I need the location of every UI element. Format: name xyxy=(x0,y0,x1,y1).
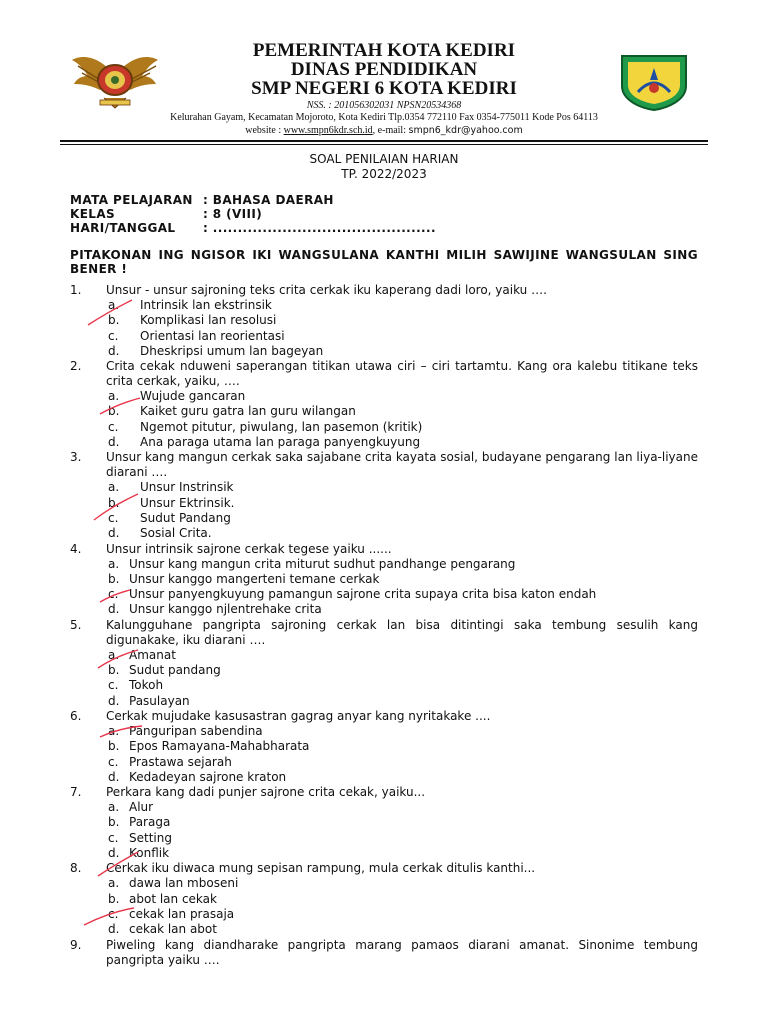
option-text: Unsur kang mangun crita miturut sudhut pandhange pengarang xyxy=(129,556,516,571)
question-9 xyxy=(0,938,768,968)
option-text: Unsur kanggo njlentrehake crita xyxy=(129,602,322,617)
answer-option[interactable] xyxy=(0,663,768,678)
option-letter: c. xyxy=(108,830,119,845)
answer-option[interactable] xyxy=(0,435,768,450)
question-2 xyxy=(0,359,768,450)
option-letter: d. xyxy=(108,343,120,358)
option-text: Tokoh xyxy=(129,678,164,693)
letterhead-text xyxy=(110,41,658,137)
question-text: Unsur kang mangun cerkak saka sajabane crita kayata sosial, budayane pengarang lan liya-liyane diarani …. xyxy=(106,450,698,480)
option-letter: c. xyxy=(108,906,119,921)
option-letter: c. xyxy=(108,419,119,434)
option-letter: a. xyxy=(108,556,120,571)
government-name: PEMERINTAH KOTA KEDIRI xyxy=(252,40,516,61)
option-text: Amanat xyxy=(129,647,176,662)
answer-option[interactable] xyxy=(0,389,768,404)
question-text: Cerkak mujudake kasusastran gagrag anyar kang nyritakake .... xyxy=(106,708,491,723)
answer-options xyxy=(0,557,768,618)
question-text: Perkara kang dadi punjer sajrone crita cekak, yaiku... xyxy=(106,785,426,800)
question-7 xyxy=(0,785,768,861)
answer-options xyxy=(0,480,768,541)
option-letter: b. xyxy=(108,404,120,419)
option-text: Dheskripsi umum lan bageyan xyxy=(140,343,324,358)
option-text: Sudut pandang xyxy=(129,663,221,678)
option-letter: a. xyxy=(108,876,120,891)
option-letter: c. xyxy=(108,754,119,769)
exam-year: TP. 2022/2023 xyxy=(341,167,427,181)
option-text: Kaiket guru gatra lan guru wilangan xyxy=(140,404,356,419)
question-number: 3. xyxy=(70,450,82,465)
answer-options xyxy=(0,648,768,709)
option-letter: b. xyxy=(108,891,120,906)
exam-title: SOAL PENILAIAN HARIAN xyxy=(309,152,459,166)
answer-option[interactable] xyxy=(0,815,768,830)
question-text: Piweling kang diandharake pangripta marang pamaos diarani amanat. Sinonime tembung pangripta yaiku …. xyxy=(106,937,698,967)
option-letter: b. xyxy=(108,313,120,328)
question-number: 5. xyxy=(70,617,82,632)
answer-option[interactable] xyxy=(0,800,768,815)
option-text: Sosial Crita. xyxy=(140,526,212,541)
info-label: KELAS xyxy=(70,207,116,221)
option-letter: d. xyxy=(108,693,120,708)
answer-option[interactable] xyxy=(0,526,768,541)
option-letter: d. xyxy=(108,435,120,450)
option-text: Unsur panyengkuyung pamangun sajrone crita supaya crita bisa katon endah xyxy=(129,587,597,602)
option-letter: c. xyxy=(108,510,119,525)
letterhead-thin-rule xyxy=(60,144,708,145)
option-letter: b. xyxy=(108,739,120,754)
website-link[interactable]: www.smpn6kdr.sch.id xyxy=(283,125,373,136)
answer-option[interactable] xyxy=(0,907,768,922)
question-text: Unsur intrinsik sajrone cerkak tegese yaiku ...... xyxy=(106,541,392,556)
email-address[interactable]: smpn6_kdr@yahoo.com xyxy=(408,125,523,136)
question-number: 6. xyxy=(70,708,82,723)
option-text: Paraga xyxy=(129,815,171,830)
question-number: 8. xyxy=(70,861,82,876)
option-text: abot lan cekak xyxy=(129,891,217,906)
answer-option[interactable] xyxy=(0,648,768,663)
answer-options xyxy=(0,298,768,359)
option-letter: a. xyxy=(108,480,120,495)
option-text: Ngemot pitutur, piwulang, lan pasemon (kritik) xyxy=(140,419,423,434)
question-8 xyxy=(0,861,768,937)
option-letter: c. xyxy=(108,587,119,602)
option-text: cekak lan prasaja xyxy=(129,906,235,921)
department-name: DINAS PENDIDIKAN xyxy=(290,59,478,80)
question-text: Cerkak iku diwaca mung sepisan rampung, mula cerkak ditulis kanthi... xyxy=(106,861,536,876)
answer-options xyxy=(0,876,768,937)
question-5 xyxy=(0,618,768,709)
info-value: : 8 (VIII) xyxy=(203,207,263,221)
info-label: HARI/TANGGAL xyxy=(70,221,176,235)
question-number: 1. xyxy=(70,283,82,297)
question-4 xyxy=(0,542,768,618)
answer-option[interactable] xyxy=(0,404,768,419)
option-text: Sudut Pandang xyxy=(140,510,231,525)
letterhead-thick-rule xyxy=(60,140,708,142)
option-letter: b. xyxy=(108,663,120,678)
option-text: Kedadeyan sajrone kraton xyxy=(129,769,287,784)
answer-option[interactable] xyxy=(0,831,768,846)
question-3 xyxy=(0,450,768,541)
option-letter: a. xyxy=(108,389,120,404)
question-text: Kalungguhane pangripta sajroning cerkak lan bisa ditintingi saka tembung sesulih kang digunakake, iku diarani …. xyxy=(106,617,698,647)
option-text: Intrinsik lan ekstrinsik xyxy=(140,298,272,312)
answer-option[interactable] xyxy=(0,755,768,770)
option-letter: d. xyxy=(108,922,120,937)
option-letter: b. xyxy=(108,571,120,586)
website-prefix: website : xyxy=(245,125,284,136)
instructions: PITAKONAN ING NGISOR IKI WANGSULANA KANTHI MILIH SAWIJINE WANGSULAN SING BENER ! xyxy=(70,248,698,276)
option-letter: d. xyxy=(108,602,120,617)
option-letter: d. xyxy=(108,769,120,784)
option-text: Setting xyxy=(129,830,172,845)
question-1 xyxy=(0,283,768,359)
answer-options xyxy=(0,389,768,450)
letterhead xyxy=(0,0,768,150)
option-letter: b. xyxy=(108,495,120,510)
school-name: SMP NEGERI 6 KOTA KEDIRI xyxy=(251,78,517,99)
option-letter: a. xyxy=(108,723,120,738)
question-list xyxy=(0,283,768,968)
answer-option[interactable] xyxy=(0,846,768,861)
option-text: Alur xyxy=(129,800,154,815)
answer-option[interactable] xyxy=(0,329,768,344)
option-letter: d. xyxy=(108,526,120,541)
answer-option[interactable] xyxy=(0,298,768,313)
option-letter: a. xyxy=(108,800,120,815)
option-letter: c. xyxy=(108,328,119,343)
option-text: Prastawa sejarah xyxy=(129,754,232,769)
answer-option[interactable] xyxy=(0,496,768,511)
answer-option[interactable] xyxy=(0,602,768,617)
question-number: 4. xyxy=(70,541,82,556)
option-text: Ana paraga utama lan paraga panyengkuyung xyxy=(140,435,421,450)
answer-option[interactable] xyxy=(0,724,768,739)
option-text: Unsur Ektrinsik. xyxy=(140,495,235,510)
answer-option[interactable] xyxy=(0,678,768,693)
question-6 xyxy=(0,709,768,785)
option-text: Panguripan sabendina xyxy=(129,723,263,738)
option-letter: a. xyxy=(108,298,120,312)
answer-option[interactable] xyxy=(0,344,768,359)
question-text: Crita cekak nduweni saperangan titikan utawa ciri – ciri tartamtu. Kang ora kalebu titikane teks crita cerkak, yaiku, …. xyxy=(106,359,698,389)
exam-info xyxy=(70,193,436,235)
question-number: 2. xyxy=(70,359,82,374)
answer-option[interactable] xyxy=(0,557,768,572)
option-text: Unsur Instrinsik xyxy=(140,480,234,495)
option-text: dawa lan mboseni xyxy=(129,876,239,891)
option-text: Epos Ramayana-Mahabharata xyxy=(129,739,310,754)
answer-options xyxy=(0,800,768,861)
answer-option[interactable] xyxy=(0,876,768,891)
info-row-subject xyxy=(70,193,436,207)
answer-option[interactable] xyxy=(0,587,768,602)
question-text: Unsur - unsur sajroning teks crita cerkak iku kaperang dadi loro, yaiku …. xyxy=(106,283,547,297)
answer-option[interactable] xyxy=(0,694,768,709)
answer-option[interactable] xyxy=(0,892,768,907)
school-address: Kelurahan Gayam, Kecamatan Mojoroto, Kota Kediri Tlp.0354 772110 Fax 0354-775011 Kode Pos 64113 xyxy=(170,112,598,123)
answer-option[interactable] xyxy=(0,572,768,587)
email-prefix: , e-mail: xyxy=(372,125,409,136)
answer-option[interactable] xyxy=(0,739,768,754)
option-text: cekak lan abot xyxy=(129,922,217,937)
info-value: : ............................................. xyxy=(203,221,436,235)
answer-option[interactable] xyxy=(0,313,768,328)
question-number: 7. xyxy=(70,785,82,800)
info-label: MATA PELAJARAN xyxy=(70,193,193,207)
info-row-date xyxy=(70,221,436,235)
option-text: Pasulayan xyxy=(129,693,190,708)
option-text: Komplikasi lan resolusi xyxy=(140,313,277,328)
answer-options xyxy=(0,724,768,785)
option-letter: a. xyxy=(108,647,120,662)
contact-line xyxy=(110,124,658,137)
nss-npsn: NSS. : 201056302031 NPSN20534368 xyxy=(306,100,462,111)
question-number: 9. xyxy=(70,937,82,952)
option-letter: b. xyxy=(108,815,120,830)
answer-option[interactable] xyxy=(0,511,768,526)
option-letter: d. xyxy=(108,846,120,861)
answer-option[interactable] xyxy=(0,480,768,495)
option-text: Unsur kanggo mangerteni temane cerkak xyxy=(129,571,380,586)
answer-option[interactable] xyxy=(0,922,768,937)
info-row-class xyxy=(70,207,436,221)
option-text: Wujude gancaran xyxy=(140,389,246,404)
info-value: : BAHASA DAERAH xyxy=(203,193,334,207)
option-text: Orientasi lan reorientasi xyxy=(140,328,285,343)
option-letter: c. xyxy=(108,678,119,693)
option-text: Konflik xyxy=(129,846,170,861)
answer-option[interactable] xyxy=(0,770,768,785)
education-office-logo-icon xyxy=(618,52,690,112)
answer-option[interactable] xyxy=(0,420,768,435)
